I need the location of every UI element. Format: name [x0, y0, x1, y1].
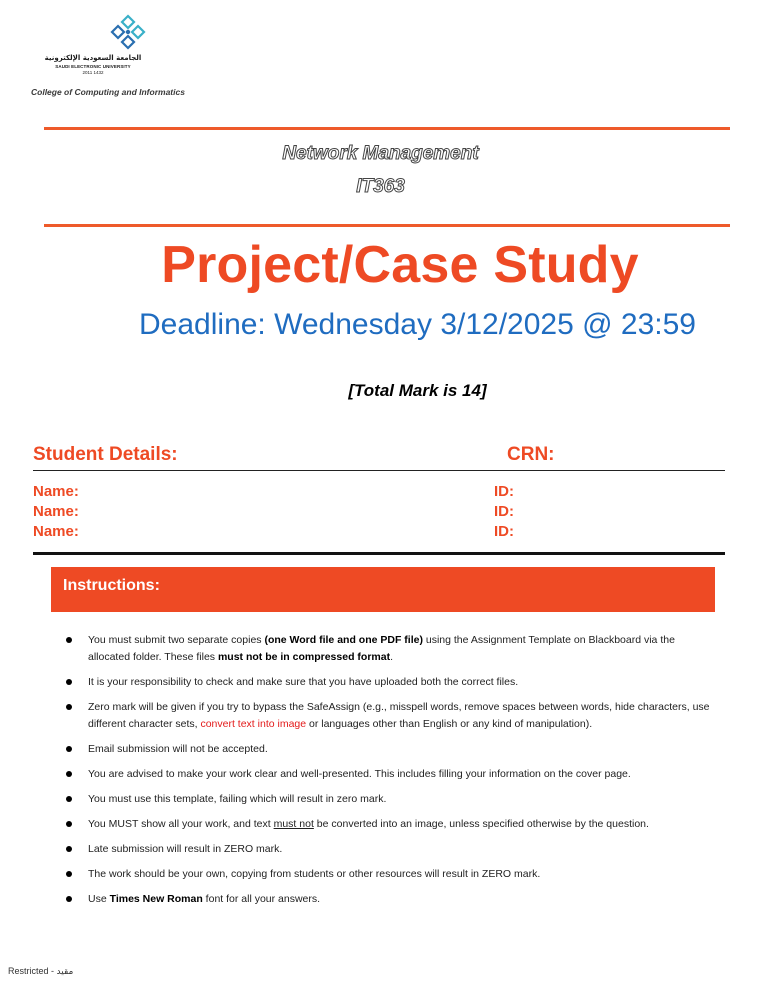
student-details-label: Student Details: [33, 444, 178, 465]
name-label: Name: [33, 503, 79, 520]
bullet-icon [66, 796, 72, 802]
bullet-icon [66, 704, 72, 710]
list-item: Email submission will not be accepted. [60, 741, 710, 758]
bullet-icon [66, 637, 72, 643]
bullet-icon [66, 771, 72, 777]
deadline: Deadline: Wednesday 3/12/2025 @ 23:59 [139, 308, 696, 341]
logo-arabic-text: الجامعة السعودية الإلكترونية [44, 54, 142, 62]
name-label: Name: [33, 483, 79, 500]
crn-label: CRN: [507, 444, 555, 465]
title-divider [44, 224, 730, 227]
bullet-icon [66, 821, 72, 827]
logo-year-text: 2011 1432 [82, 70, 104, 75]
bullet-icon [66, 746, 72, 752]
student-divider [33, 470, 725, 471]
bullet-icon [66, 846, 72, 852]
list-item: You must use this template, failing which will result in zero mark. [60, 791, 710, 808]
list-item: The work should be your own, copying from students or other resources will result in ZERO mark. [60, 866, 710, 883]
instructions-banner [51, 567, 715, 612]
list-item: Zero mark will be given if you try to bypass the SafeAssign (e.g., misspell words, remove spaces between words, hide characters, use different character sets, convert text into image or languages other than English or any kind of manipulation). [60, 699, 710, 733]
instructions-list [60, 632, 710, 916]
bullet-icon [66, 871, 72, 877]
project-title: Project/Case Study [161, 236, 639, 294]
total-mark: [Total Mark is 14] [348, 381, 487, 400]
name-label: Name: [33, 523, 79, 540]
id-label: ID: [494, 483, 514, 500]
bullet-icon [66, 679, 72, 685]
logo-english-text: SAUDI ELECTRONIC UNIVERSITY [55, 64, 131, 69]
list-item: Late submission will result in ZERO mark. [60, 841, 710, 858]
id-label: ID: [494, 523, 514, 540]
college-name: College of Computing and Informatics [31, 87, 185, 97]
list-item: You MUST show all your work, and text must not be converted into an image, unless specified otherwise by the question. [60, 816, 710, 833]
id-label: ID: [494, 503, 514, 520]
top-divider [44, 127, 730, 130]
course-name: Network Management [282, 143, 479, 164]
course-code: IT363 [356, 176, 405, 197]
list-item: You are advised to make your work clear and well-presented. This includes filling your information on the cover page. [60, 766, 710, 783]
bullet-icon [66, 896, 72, 902]
university-logo-icon [108, 12, 148, 52]
restricted-footer: Restricted - مقيد [8, 966, 74, 976]
student-bottom-divider [33, 552, 725, 555]
list-item: Use Times New Roman font for all your answers. [60, 891, 710, 908]
list-item: It is your responsibility to check and make sure that you have uploaded both the correct files. [60, 674, 710, 691]
instructions-heading: Instructions: [63, 577, 160, 594]
list-item: You must submit two separate copies (one Word file and one PDF file) using the Assignment Template on Blackboard via the allocated folder. These files must not be in compressed format. [60, 632, 710, 666]
